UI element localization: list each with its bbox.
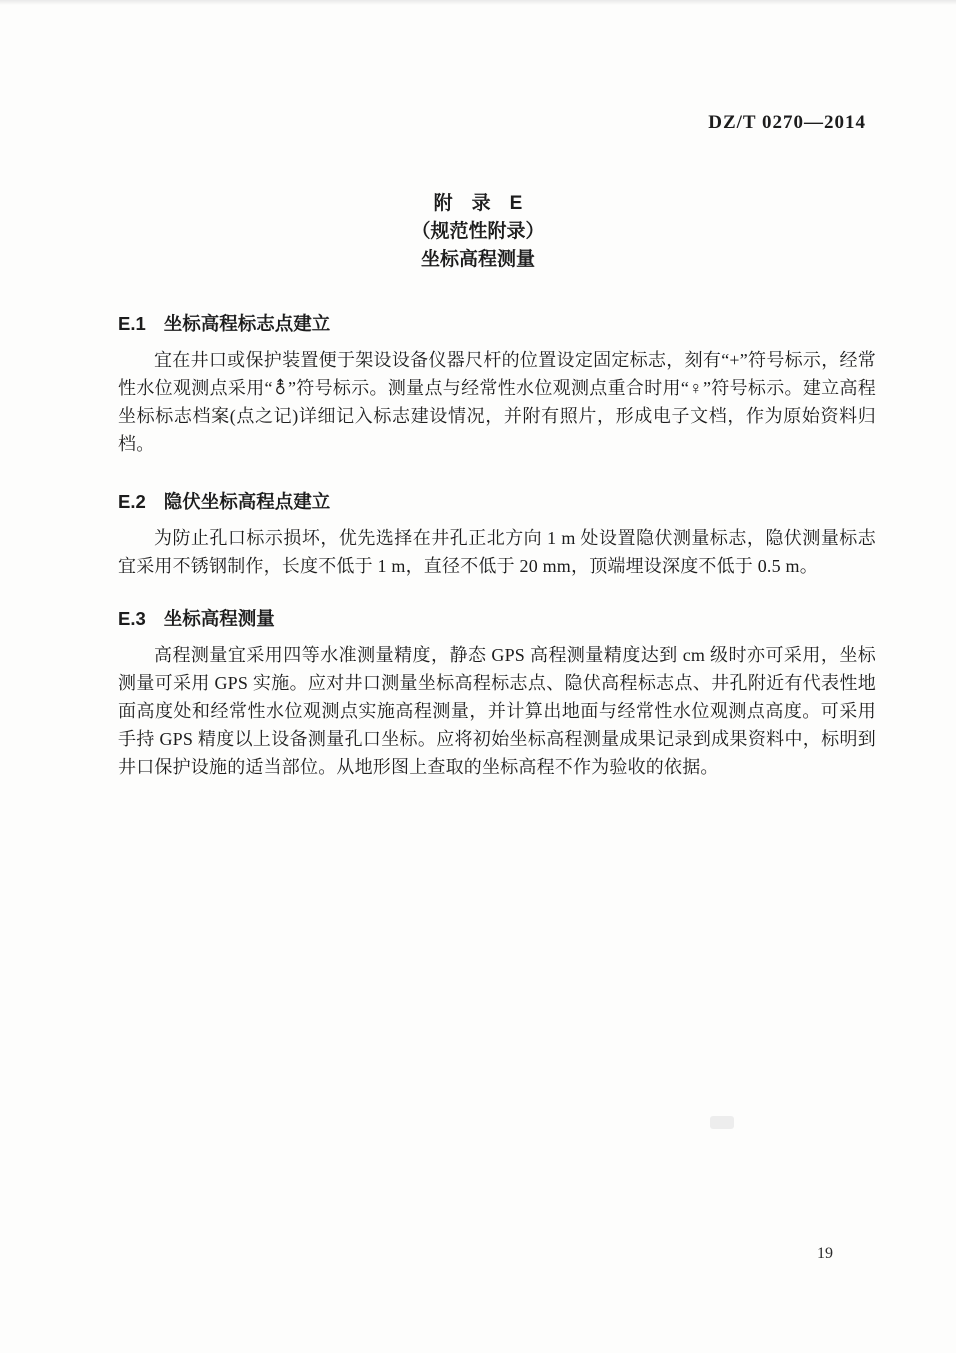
section-paragraph-e3: 高程测量宜采用四等水准测量精度，静态 GPS 高程测量精度达到 cm 级时亦可采用，坐标测量可采用 GPS 实施。应对井口测量坐标高程标志点、隐伏高程标志点、井孔附近有代表性地面高度处和经常性水位观测点实施高程测量，并计算出地面与经常性水位观测点高度。可采用手持 GPS 精度以上设备测量孔口坐标。应将初始坐标高程测量成果记录到成果资料中，标明到井口保护设施的适当部位。从地形图上查取的坐标高程不作为验收的依据。: [118, 645, 876, 777]
appendix-title-line2: （规范性附录）: [411, 221, 545, 242]
appendix-title-line1: 附 录 E: [433, 193, 523, 214]
section-title: 坐标高程标志点建立: [163, 313, 331, 334]
page-number: 19: [817, 1245, 833, 1262]
section-paragraph-e1: 宜在井口或保护装置便于架设设备仪器尺杆的位置设定固定标志，刻有“+”符号标示，经常性水位观测点采用“⚨”符号标示。测量点与经常性水位观测点重合时用“♀”符号标示。建立高程坐标标志档案(点之记)详细记入标志建设情况，并附有照片，形成电子文档，作为原始资料归档。: [118, 350, 876, 454]
scan-artifact: [710, 1116, 734, 1129]
standard-code-header: DZ/T 0270—2014: [708, 112, 866, 133]
section-number: E.2: [118, 491, 146, 512]
appendix-title: [0, 190, 956, 274]
section-number: E.1: [118, 313, 146, 334]
section-heading-e2: [118, 491, 876, 513]
section-heading-e3: [118, 608, 876, 630]
section-title: 坐标高程测量: [163, 608, 275, 629]
scan-edge: [0, 0, 956, 5]
section-paragraph-e2: 为防止孔口标示损坏，优先选择在井孔正北方向 1 m 处设置隐伏测量标志，隐伏测量标志宜采用不锈钢制作，长度不低于 1 m，直径不低于 20 mm，顶端埋设深度不低于 0.5 m。: [118, 528, 876, 576]
document-content: [118, 313, 876, 781]
appendix-title-line3: 坐标高程测量: [420, 249, 535, 270]
section-title: 隐伏坐标高程点建立: [163, 491, 331, 512]
section-heading-e1: [118, 313, 876, 335]
section-number: E.3: [118, 608, 146, 629]
